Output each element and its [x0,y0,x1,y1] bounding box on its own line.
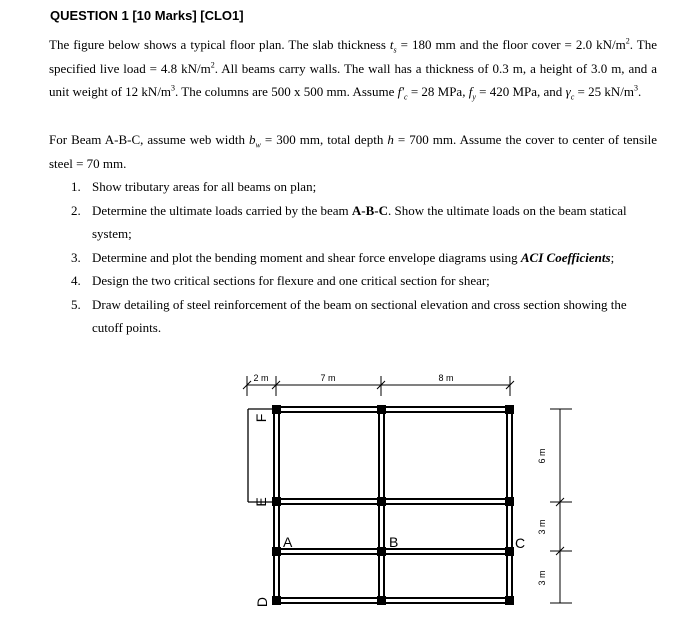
dim-span-ab: 7 m [320,373,336,383]
task-item: 3. Determine and plot the bending moment and shear force envelope diagrams using ACI Coefficients; [71,249,615,265]
dim-3m-upper: 3 m [537,519,547,535]
dim-span-bc: 8 m [438,373,454,383]
column [272,547,281,556]
label-a: A [283,534,293,550]
task-item: 2. Determine the ultimate loads carried by the beam A-B-C. Show the ultimate loads on the beam statical system; [71,202,627,241]
column [377,596,386,605]
label-d: D [254,596,270,608]
dim-6m: 6 m [537,448,547,464]
column [272,405,281,414]
beam-grid [272,405,514,605]
beam-paragraph: For Beam A-B-C, assume web width $b_w = 300$ mm, total depth h = 700 mm. Assume the cover to center of tensile steel = 70 mm. [49,132,658,171]
column [377,497,386,506]
label-b: B [389,534,399,550]
label-f: F [253,413,269,423]
column [272,497,281,506]
dim-3m-lower: 3 m [537,570,547,586]
column [377,405,386,414]
column [505,596,514,605]
question-heading: QUESTION 1 [10 Marks] [CLO1] [50,8,244,23]
column [377,547,386,556]
task-item: 5. Draw detailing of steel reinforcement of the beam on sectional elevation and cross section showing the cutoff points. [71,296,627,335]
dim-cantilever: 2 m [253,373,269,383]
column [505,405,514,414]
label-c: C [515,535,526,551]
column [272,596,281,605]
column [505,497,514,506]
column [505,547,514,556]
label-e: E [253,497,269,507]
task-item: 1. Show tributary areas for all beams on plan; [71,179,317,194]
task-item: 4. Design the two critical sections for flexure and one critical section for shear; [71,273,490,288]
intro-paragraph: The figure below shows a typical floor plan. The slab thickness $t_s = 180$ mm and the floor cover = 2.0 $kN/m^2$. The specified live load = 4.8 $kN/m^2$. All beams carry walls. The wall has a thickness of 0.3 m, a height of 3.0 m, and a unit weight of 12 $kN/m^3$. The columns are 500 x 500 mm. Assume $f'_c = 28$ MPa, $f_y = 420$ MPa, and $\gamma_c = 25$ $kN/m^3$. [49,36,657,102]
